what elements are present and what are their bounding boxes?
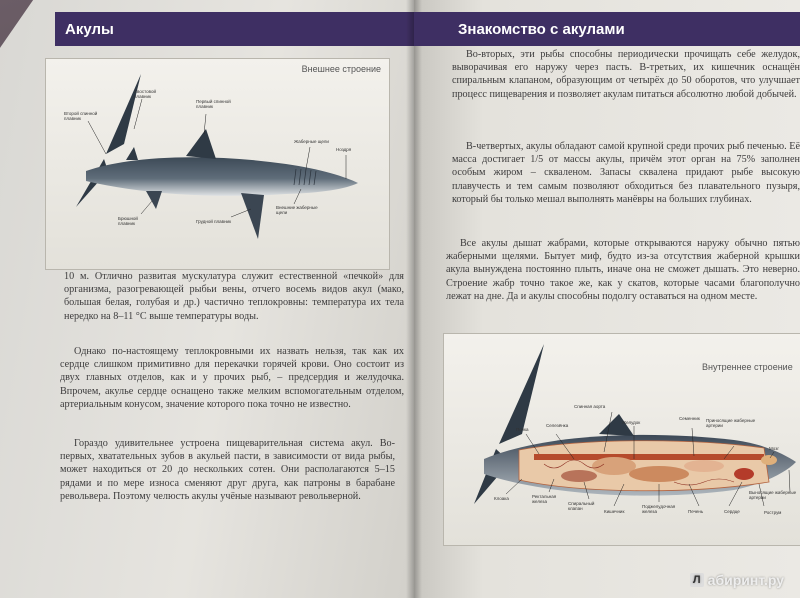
right-paragraph-3-text: Все акулы дышат жабрами, которые открываются наружу обычно пятью жаберными щелями. Бытует миф, будто из-за отсутствия жаберной крышки акула вынуждена постоянно плыть, иначе она не сможет дышать. Это неверно. Строение жабр точно такое же, как у скатов, которые часами благополучно лежат на дне. Да и акулы способны подолгу оставаться на одном месте. (446, 238, 800, 302)
label-nostril: Ноздря (336, 147, 352, 152)
right-paragraph-1 (452, 48, 800, 104)
label-testis: Семенник (679, 416, 700, 421)
label-caudal-fin: Хвостовой плавник (134, 89, 156, 99)
right-page-header (414, 12, 800, 46)
watermark-text: абиринт.ру (707, 572, 784, 588)
right-page-title: Знакомство с акулами (458, 20, 625, 38)
left-paragraph-2 (60, 345, 404, 414)
left-paragraph-3-text: Гораздо удивительнее устроена пищеварительная система акул. Во-первых, хватательных зубов в акульей пасти, в зависимости от вида рыбы, может находиться от 20 до нескольких сотен. Они располагаются 5–15 рядами и по мере износа сменяют друг друга, как патроны в барабане револьвера. Поэтому челюсть акулы учёные называют револьверной. (60, 438, 395, 502)
label-first-dorsal-fin: Первый спинной плавник (196, 99, 231, 109)
left-paragraph-1 (64, 270, 404, 326)
left-page-header (55, 12, 414, 46)
label-efferent-arteries: Выносящие жаберные артерии (749, 490, 797, 500)
right-paragraph-2-text: В-четвертых, акулы обладают самой крупной среди прочих рыб печенью. Её масса достигает 1/5 от массы акулы, причём этот орган на 75% заполнен особым жиром – скваленом. Запасы сквалена придают рыбе высокую плавучесть и тем самым позволяют обходиться без плавательного пузыря, который бы только мешал выполнять манёвры на больших глубинах. (452, 141, 800, 205)
shark-external-illustration (46, 59, 389, 269)
label-liver: Печень (688, 509, 704, 514)
label-kidney: Почка (516, 427, 529, 432)
labirint-watermark (690, 572, 784, 588)
shark-body-shape (86, 157, 358, 196)
label-brain: Мозг (769, 446, 779, 451)
internal-figure-title: Внутреннее строение (702, 362, 793, 372)
label-heart: Сердце (724, 509, 740, 514)
labirint-logo-icon: Л (690, 573, 704, 587)
left-paragraph-1-text: 10 м. Отлично развитая мускулатура служит естественной «печкой» для организма, разогревающей рыбьи вены, отчего восемь видов акул (мако, большая белая, голубая и др.) частично теплокровны: температура их тела нередко на 8–11 °С выше температуры воды. (64, 271, 404, 322)
right-paragraph-3 (446, 237, 800, 306)
right-paragraph-1-text: Во-вторых, эти рыбы способны периодически прочищать себе желудок, выворачивая его наружу через пасть. В-третьих, их кишечник оснащён спиральным клапаном, образующим от четырёх до 50 оборотов, что улучшает процесс пищеварения и позволяет акулам питаться абсолютно любой добычей. (452, 49, 800, 100)
label-gill-slits: Жаберные щели (294, 139, 329, 144)
left-paragraph-2-text: Однако по-настоящему теплокровными их назвать нельзя, так как их сердце слишком примитивно для перекачки горячей крови. Оно состоит из двух главных отделов, как и у прочих рыб, – предсердия и желудочка. Впрочем, акулье сердце оснащено также мелким вспомогательным отделом, артериальным конусом, значение которого пока точно не известно. (60, 346, 404, 410)
label-cloaca: Клоака (494, 496, 509, 501)
caudal-fin-shape (106, 74, 141, 154)
label-afferent-arteries: Приносящие жаберные артерии (706, 418, 756, 428)
label-dorsal-aorta: Спинная аорта (574, 404, 606, 409)
label-rectal-gland: Ректальная железа (532, 494, 557, 504)
label-pancreas: Поджелудочная железа (642, 504, 676, 514)
label-spiral-valve: Спиральный клапан (568, 501, 595, 511)
label-spleen: Селезёнка (546, 423, 569, 428)
cutaway-organs (519, 441, 769, 491)
label-rostrum: Рострум (764, 510, 782, 515)
internal-structure-figure (443, 333, 800, 546)
label-pectoral-fin: Грудной плавник (196, 219, 232, 224)
label-ventral-fin: Брюшной плавник (118, 216, 138, 226)
right-paragraph-2 (452, 140, 800, 209)
label-second-dorsal-fin: Второй спинной плавник (64, 111, 98, 121)
label-intestine: Кишечник (604, 509, 625, 514)
label-stomach: Желудок (622, 420, 641, 425)
book-spine-shadow (406, 0, 422, 598)
left-page-title: Акулы (65, 20, 114, 38)
left-paragraph-3 (60, 437, 395, 506)
external-structure-figure (45, 58, 390, 270)
external-figure-title: Внешнее строение (301, 64, 381, 74)
label-external-gill-slits: Внешние жаберные щели (276, 205, 318, 215)
